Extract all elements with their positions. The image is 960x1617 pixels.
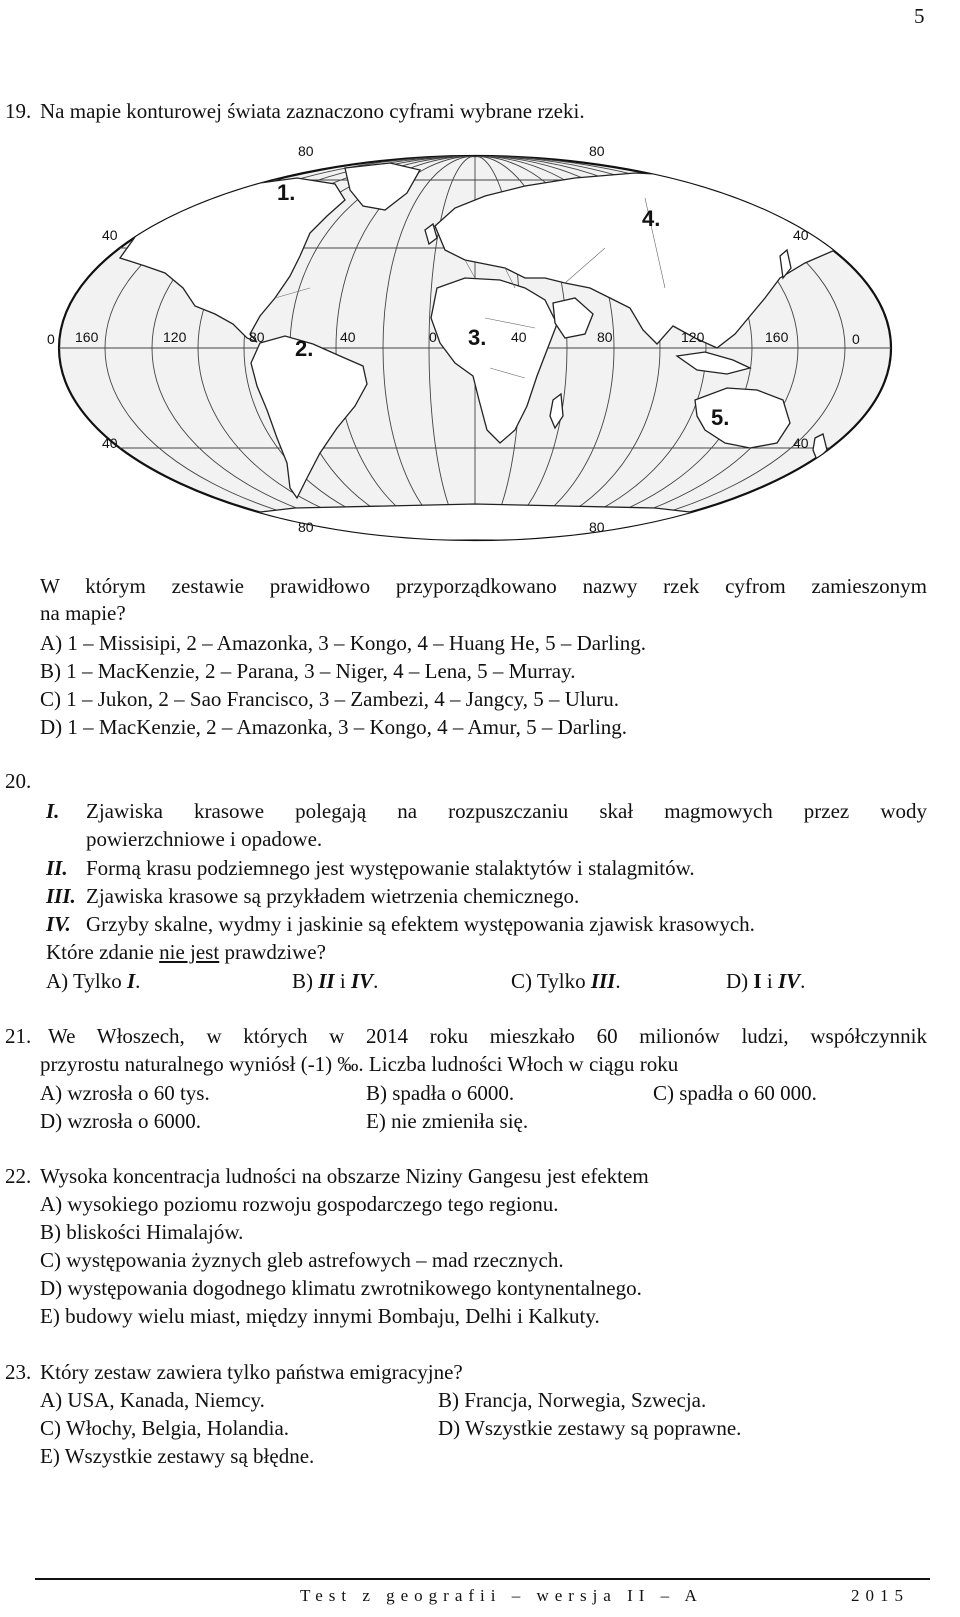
answer-option-c: C) 1 – Jukon, 2 – Sao Francisco, 3 – Zambezi, 4 – Jangcy, 5 – Uluru. — [40, 687, 619, 711]
answer-option-d: D) Wszystkie zestawy są poprawne. — [438, 1416, 742, 1440]
answer-option-e: E) nie zmieniła się. — [366, 1109, 529, 1133]
question-text: We Włoszech, w których w 2014 roku mieszkało 60 milionów ludzi, współczynnik — [48, 1024, 927, 1048]
answer-option-d: D) występowania dogodnego klimatu zwrotnikowego kontynentalnego. — [40, 1276, 642, 1300]
lat-label-40s-left: 40 — [102, 435, 118, 451]
statement-text-continued: powierzchniowe i opadowe. — [86, 827, 323, 851]
world-outline-map — [45, 138, 905, 568]
question-number: 20. — [5, 769, 32, 793]
statement-numeral: II. — [46, 856, 68, 880]
footer-rule — [35, 1578, 930, 1580]
river-marker-1: 1. — [277, 180, 296, 205]
answer-option-e: E) Wszystkie zestawy są błędne. — [40, 1444, 315, 1468]
lat-label-40n-right: 40 — [793, 227, 809, 243]
answer-option-c: C) Włochy, Belgia, Holandia. — [40, 1416, 290, 1440]
question-text-continued: przyrostu naturalnego wyniósł (-1) ‰. Liczba ludności Włoch w ciągu roku — [40, 1052, 679, 1076]
statement-text: Zjawiska krasowe są przykładem wietrzenia chemicznego. — [86, 884, 580, 908]
statement-text: Zjawiska krasowe polegają na rozpuszczaniu skał magmowych przez wody — [86, 799, 927, 823]
answer-option-d: D) 1 – MacKenzie, 2 – Amazonka, 3 – Kongo, 4 – Amur, 5 – Darling. — [40, 715, 628, 739]
lon-label: 160 — [765, 329, 789, 345]
lat-label-80n-left: 80 — [298, 143, 314, 159]
question-number: 21. — [5, 1024, 32, 1048]
river-marker-3: 3. — [468, 325, 487, 350]
answer-option-b: B) II i IV. — [292, 969, 379, 993]
answer-option-b: B) 1 – MacKenzie, 2 – Parana, 3 – Niger, 4 – Lena, 5 – Murray. — [40, 659, 576, 683]
answer-option-a: A) wysokiego poziomu rozwoju gospodarczego tego regionu. — [40, 1192, 559, 1216]
lon-label: 40 — [511, 329, 527, 345]
lat-label-80s-right: 80 — [589, 519, 605, 535]
statement-numeral: III. — [46, 884, 76, 908]
question-number: 19. — [5, 99, 32, 123]
answer-option-a: A) USA, Kanada, Niemcy. — [40, 1388, 265, 1412]
answer-option-d: D) I i IV. — [726, 969, 806, 993]
lat-label-80n-right: 80 — [589, 143, 605, 159]
answer-option-a: A) wzrosła o 60 tys. — [40, 1081, 210, 1105]
question-number: 23. — [5, 1360, 32, 1384]
question-prompt: Które zdanie nie jest prawdziwe? — [46, 940, 326, 964]
lon-label: 80 — [249, 329, 265, 345]
lon-label: 120 — [681, 329, 705, 345]
river-marker-4: 4. — [642, 206, 661, 231]
river-marker-2: 2. — [295, 336, 314, 361]
lon-label: 0 — [429, 329, 437, 345]
lon-label: 120 — [163, 329, 187, 345]
lat-label-40n-left: 40 — [102, 227, 118, 243]
question-prompt-line1: W którym zestawie prawidłowo przyporządkowano nazwy rzek cyfrom zamieszonym — [40, 574, 927, 598]
question-text: Który zestaw zawiera tylko państwa emigracyjne? — [40, 1360, 463, 1384]
question-number: 22. — [5, 1164, 32, 1188]
lat-label-40s-right: 40 — [793, 435, 809, 451]
lon-label: 40 — [340, 329, 356, 345]
statement-numeral: I. — [46, 799, 60, 823]
lat-label-80s-left: 80 — [298, 519, 314, 535]
lat-label-0-right: 0 — [852, 331, 860, 347]
lon-label: 160 — [75, 329, 99, 345]
statement-numeral: IV. — [46, 912, 71, 936]
lon-label: 80 — [597, 329, 613, 345]
page-number: 5 — [914, 4, 925, 28]
answer-option-c: C) spadła o 60 000. — [653, 1081, 817, 1105]
answer-option-a: A) Tylko I. — [46, 969, 141, 993]
footer-year: 2015 — [851, 1586, 909, 1605]
answer-option-c: C) Tylko III. — [511, 969, 621, 993]
river-marker-5: 5. — [711, 405, 730, 430]
statement-text: Formą krasu podziemnego jest występowanie stalaktytów i stalagmitów. — [86, 856, 695, 880]
question-text: Wysoka koncentracja ludności na obszarze Niziny Gangesu jest efektem — [40, 1164, 649, 1188]
footer-title: Test z geografii – wersja II – A — [300, 1586, 703, 1605]
question-prompt-line2: na mapie? — [40, 601, 126, 625]
answer-option-b: B) spadła o 6000. — [366, 1081, 515, 1105]
answer-option-d: D) wzrosła o 6000. — [40, 1109, 201, 1133]
answer-option-a: A) 1 – Missisipi, 2 – Amazonka, 3 – Kongo, 4 – Huang He, 5 – Darling. — [40, 631, 647, 655]
question-text: Na mapie konturowej świata zaznaczono cyframi wybrane rzeki. — [40, 99, 585, 123]
answer-option-b: B) bliskości Himalajów. — [40, 1220, 244, 1244]
answer-option-b: B) Francja, Norwegia, Szwecja. — [438, 1388, 707, 1412]
lat-label-0-left: 0 — [47, 331, 55, 347]
statement-text: Grzyby skalne, wydmy i jaskinie są efektem występowania zjawisk krasowych. — [86, 912, 755, 936]
answer-option-e: E) budowy wielu miast, między innymi Bombaju, Delhi i Kalkuty. — [40, 1304, 600, 1328]
emphasis-underline: nie jest — [159, 940, 220, 964]
answer-option-c: C) występowania żyznych gleb astrefowych – mad rzecznych. — [40, 1248, 564, 1272]
